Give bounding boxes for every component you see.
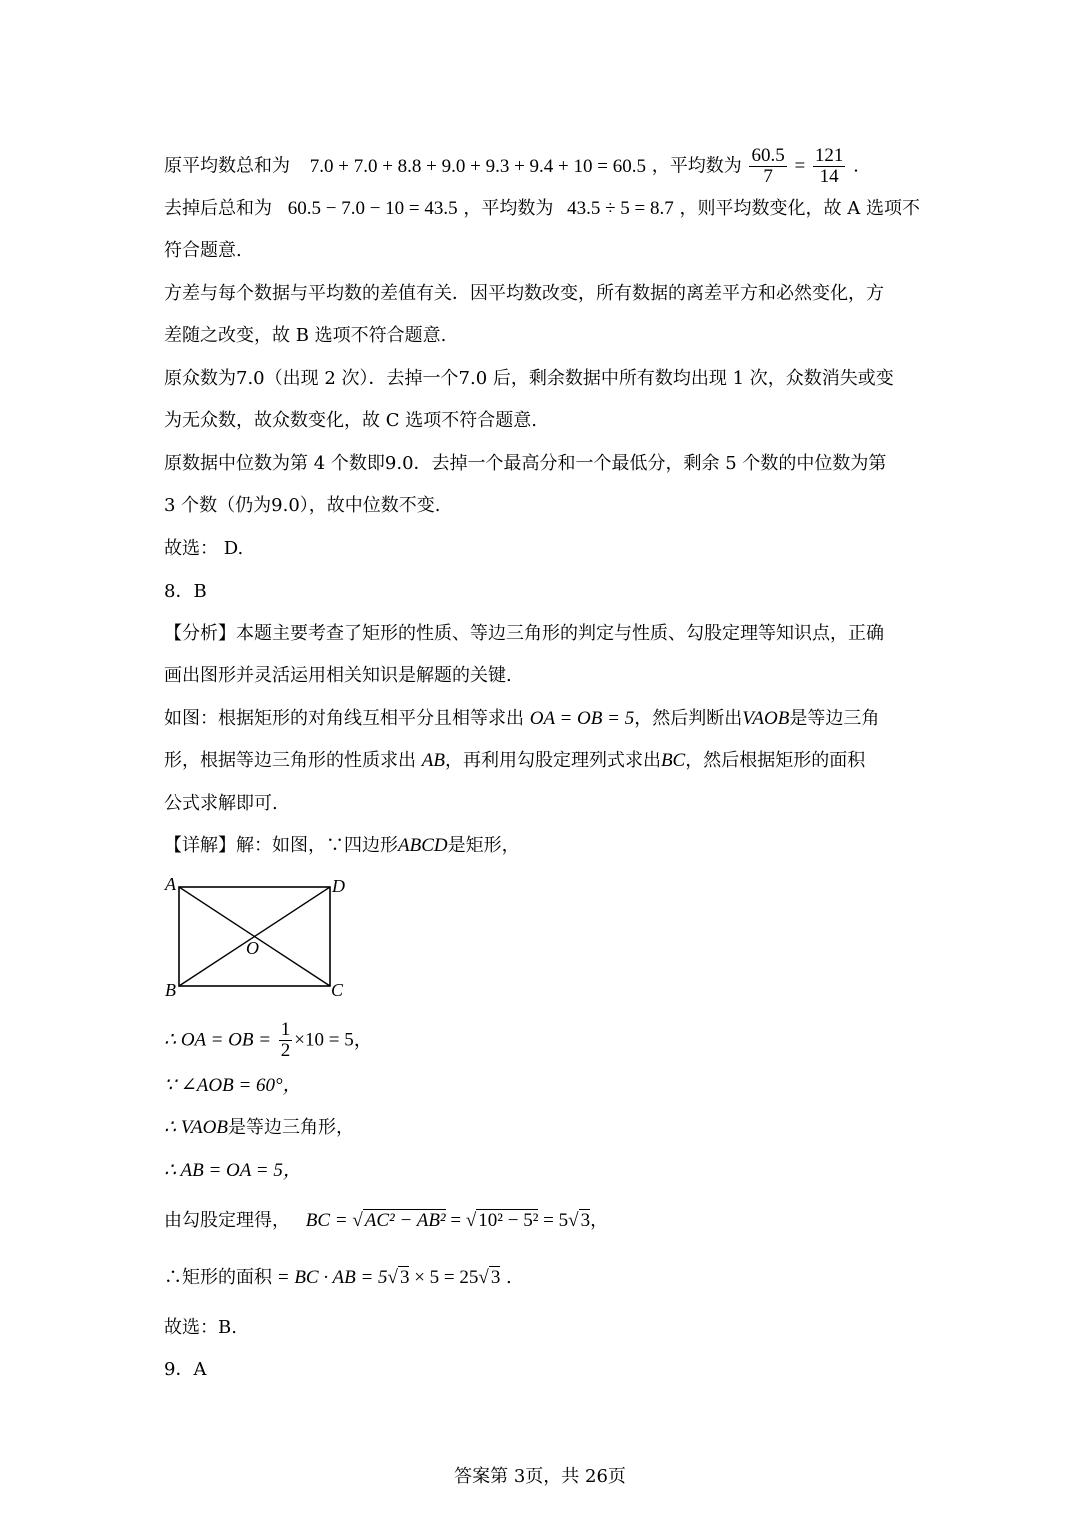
equation: 7.0 + 7.0 + 8.8 + 9.0 + 9.3 + 9.4 + 10 = 60.5 [309, 155, 646, 177]
paragraph-line [164, 146, 924, 187]
equation: = 5√ [538, 1210, 579, 1231]
equation: ∴ AB = OA = 5， [164, 1160, 302, 1181]
triangle-symbol: VAOB [742, 708, 790, 729]
radicand: AC² − AB² [364, 1210, 446, 1231]
paragraph-line [164, 196, 924, 222]
question-number: 9．A [164, 1359, 207, 1380]
text: 如图：根据矩形的对角线互相平分且相等求出 [164, 708, 524, 729]
equation: ×10 = 5， [294, 1029, 373, 1051]
paragraph-line [164, 621, 924, 647]
variable: BC [660, 750, 686, 771]
equation: BC = √ [305, 1210, 363, 1231]
radicand: 3 [399, 1267, 410, 1288]
vertex-label-a: A [165, 874, 176, 894]
text: 本题主要考查了矩形的性质、等边三角形的判定与性质、勾股定理等知识点，正确 [236, 623, 884, 644]
variable: AB [421, 750, 445, 771]
fraction-denominator: 14 [819, 166, 839, 187]
equation: 43.5 ÷ 5 = 8.7 [567, 198, 674, 219]
math-step [164, 1115, 924, 1141]
equals-sign: = [794, 155, 806, 177]
text: 原平均数总和为 [164, 155, 290, 177]
center-label-o: O [246, 938, 259, 958]
radicand: 3 [580, 1210, 591, 1231]
text: ，然后根据矩形的面积 [685, 750, 866, 771]
paragraph-line: 故选： D. [164, 538, 244, 559]
fraction [279, 1020, 293, 1061]
paragraph-line [164, 706, 924, 732]
fraction-numerator: 1 [280, 1019, 291, 1040]
page-footer: 答案第 3页，共 26页 [454, 1466, 626, 1487]
fraction-numerator: 121 [814, 145, 844, 166]
paragraph-line: 画出图形并灵活运用相关知识是解题的关键. [164, 665, 512, 686]
text: ∴矩形的面积 [164, 1267, 272, 1288]
text: 由勾股定理得， [164, 1210, 290, 1231]
paragraph-line: 原数据中位数为第 4 个数即9.0．去掉一个最高分和一个最低分，剩余 5 个数的中位数为第 [164, 453, 887, 474]
text: . [500, 1267, 512, 1288]
math-step [164, 1158, 924, 1184]
equation: ∵ ∠AOB = 60°， [164, 1075, 302, 1096]
math-step [164, 1020, 924, 1061]
text: ，则平均数变化，故 A 选项不 [679, 198, 920, 219]
rectangle-diagram [160, 872, 360, 1002]
radicand: 3 [490, 1267, 501, 1288]
text: 是等边三角 [789, 708, 880, 729]
fraction-denominator: 7 [763, 166, 773, 187]
question-number: 8．B [164, 581, 207, 602]
equation: = √ [445, 1210, 477, 1231]
equation: = BC · AB = 5√ [272, 1267, 398, 1288]
equation: OA = OB = 5 [529, 708, 635, 729]
text: . [853, 155, 859, 177]
paragraph-line: 为无众数，故众数变化，故 C 选项不符合题意. [164, 410, 537, 431]
text: ，再利用勾股定理列式求出 [444, 750, 661, 771]
paragraph-line: 方差与每个数据与平均数的差值有关．因平均数改变，所有数据的离差平方和必然变化，方 [164, 283, 884, 304]
fraction-numerator: 60.5 [751, 145, 785, 166]
text: ，然后判断出 [634, 708, 743, 729]
vertex-label-c: C [331, 980, 344, 1000]
text: 是等边三角形， [227, 1117, 354, 1138]
fraction-denominator: 2 [280, 1040, 291, 1061]
section-tag: 【详解】 [164, 835, 236, 856]
paragraph-line: 原众数为7.0（出现 2 次）．去掉一个7.0 后，剩余数据中所有数均出现 1 次，众数消失或变 [164, 368, 894, 389]
math-step [164, 1208, 924, 1234]
math-step [164, 1265, 924, 1291]
paragraph-line: 3 个数（仍为9.0），故中位数不变. [164, 495, 441, 516]
equation: × 5 = 25√ [409, 1267, 489, 1288]
section-tag: 【分析】 [164, 623, 236, 644]
text: 去掉后总和为 [164, 198, 272, 219]
text: 解：如图，∵四边形 [236, 835, 398, 856]
equation: 60.5 − 7.0 − 10 = 43.5 [287, 198, 458, 219]
vertex-label-b: B [165, 980, 176, 1000]
fraction [749, 146, 786, 187]
text: ， [590, 1210, 609, 1231]
math-step [164, 1073, 924, 1099]
radicand: 10² − 5² [478, 1210, 539, 1231]
text: 形，根据等边三角形的性质求出 [164, 750, 416, 771]
variable: ABCD [398, 835, 448, 856]
paragraph-line: 故选：B. [164, 1317, 237, 1338]
paragraph-line [164, 748, 924, 774]
paragraph-line [164, 833, 924, 859]
vertex-label-d: D [332, 876, 345, 896]
fraction [813, 146, 846, 187]
equation: ∴ OA = OB = [164, 1029, 272, 1051]
text: ，平均数为 [651, 155, 742, 177]
text: ，平均数为 [463, 198, 554, 219]
triangle-symbol: ∴ VAOB [164, 1117, 228, 1138]
text: 是矩形， [447, 835, 520, 856]
paragraph-line: 符合题意. [164, 240, 242, 261]
paragraph-line: 公式求解即可. [164, 793, 278, 814]
paragraph-line: 差随之改变，故 B 选项不符合题意. [164, 325, 447, 346]
